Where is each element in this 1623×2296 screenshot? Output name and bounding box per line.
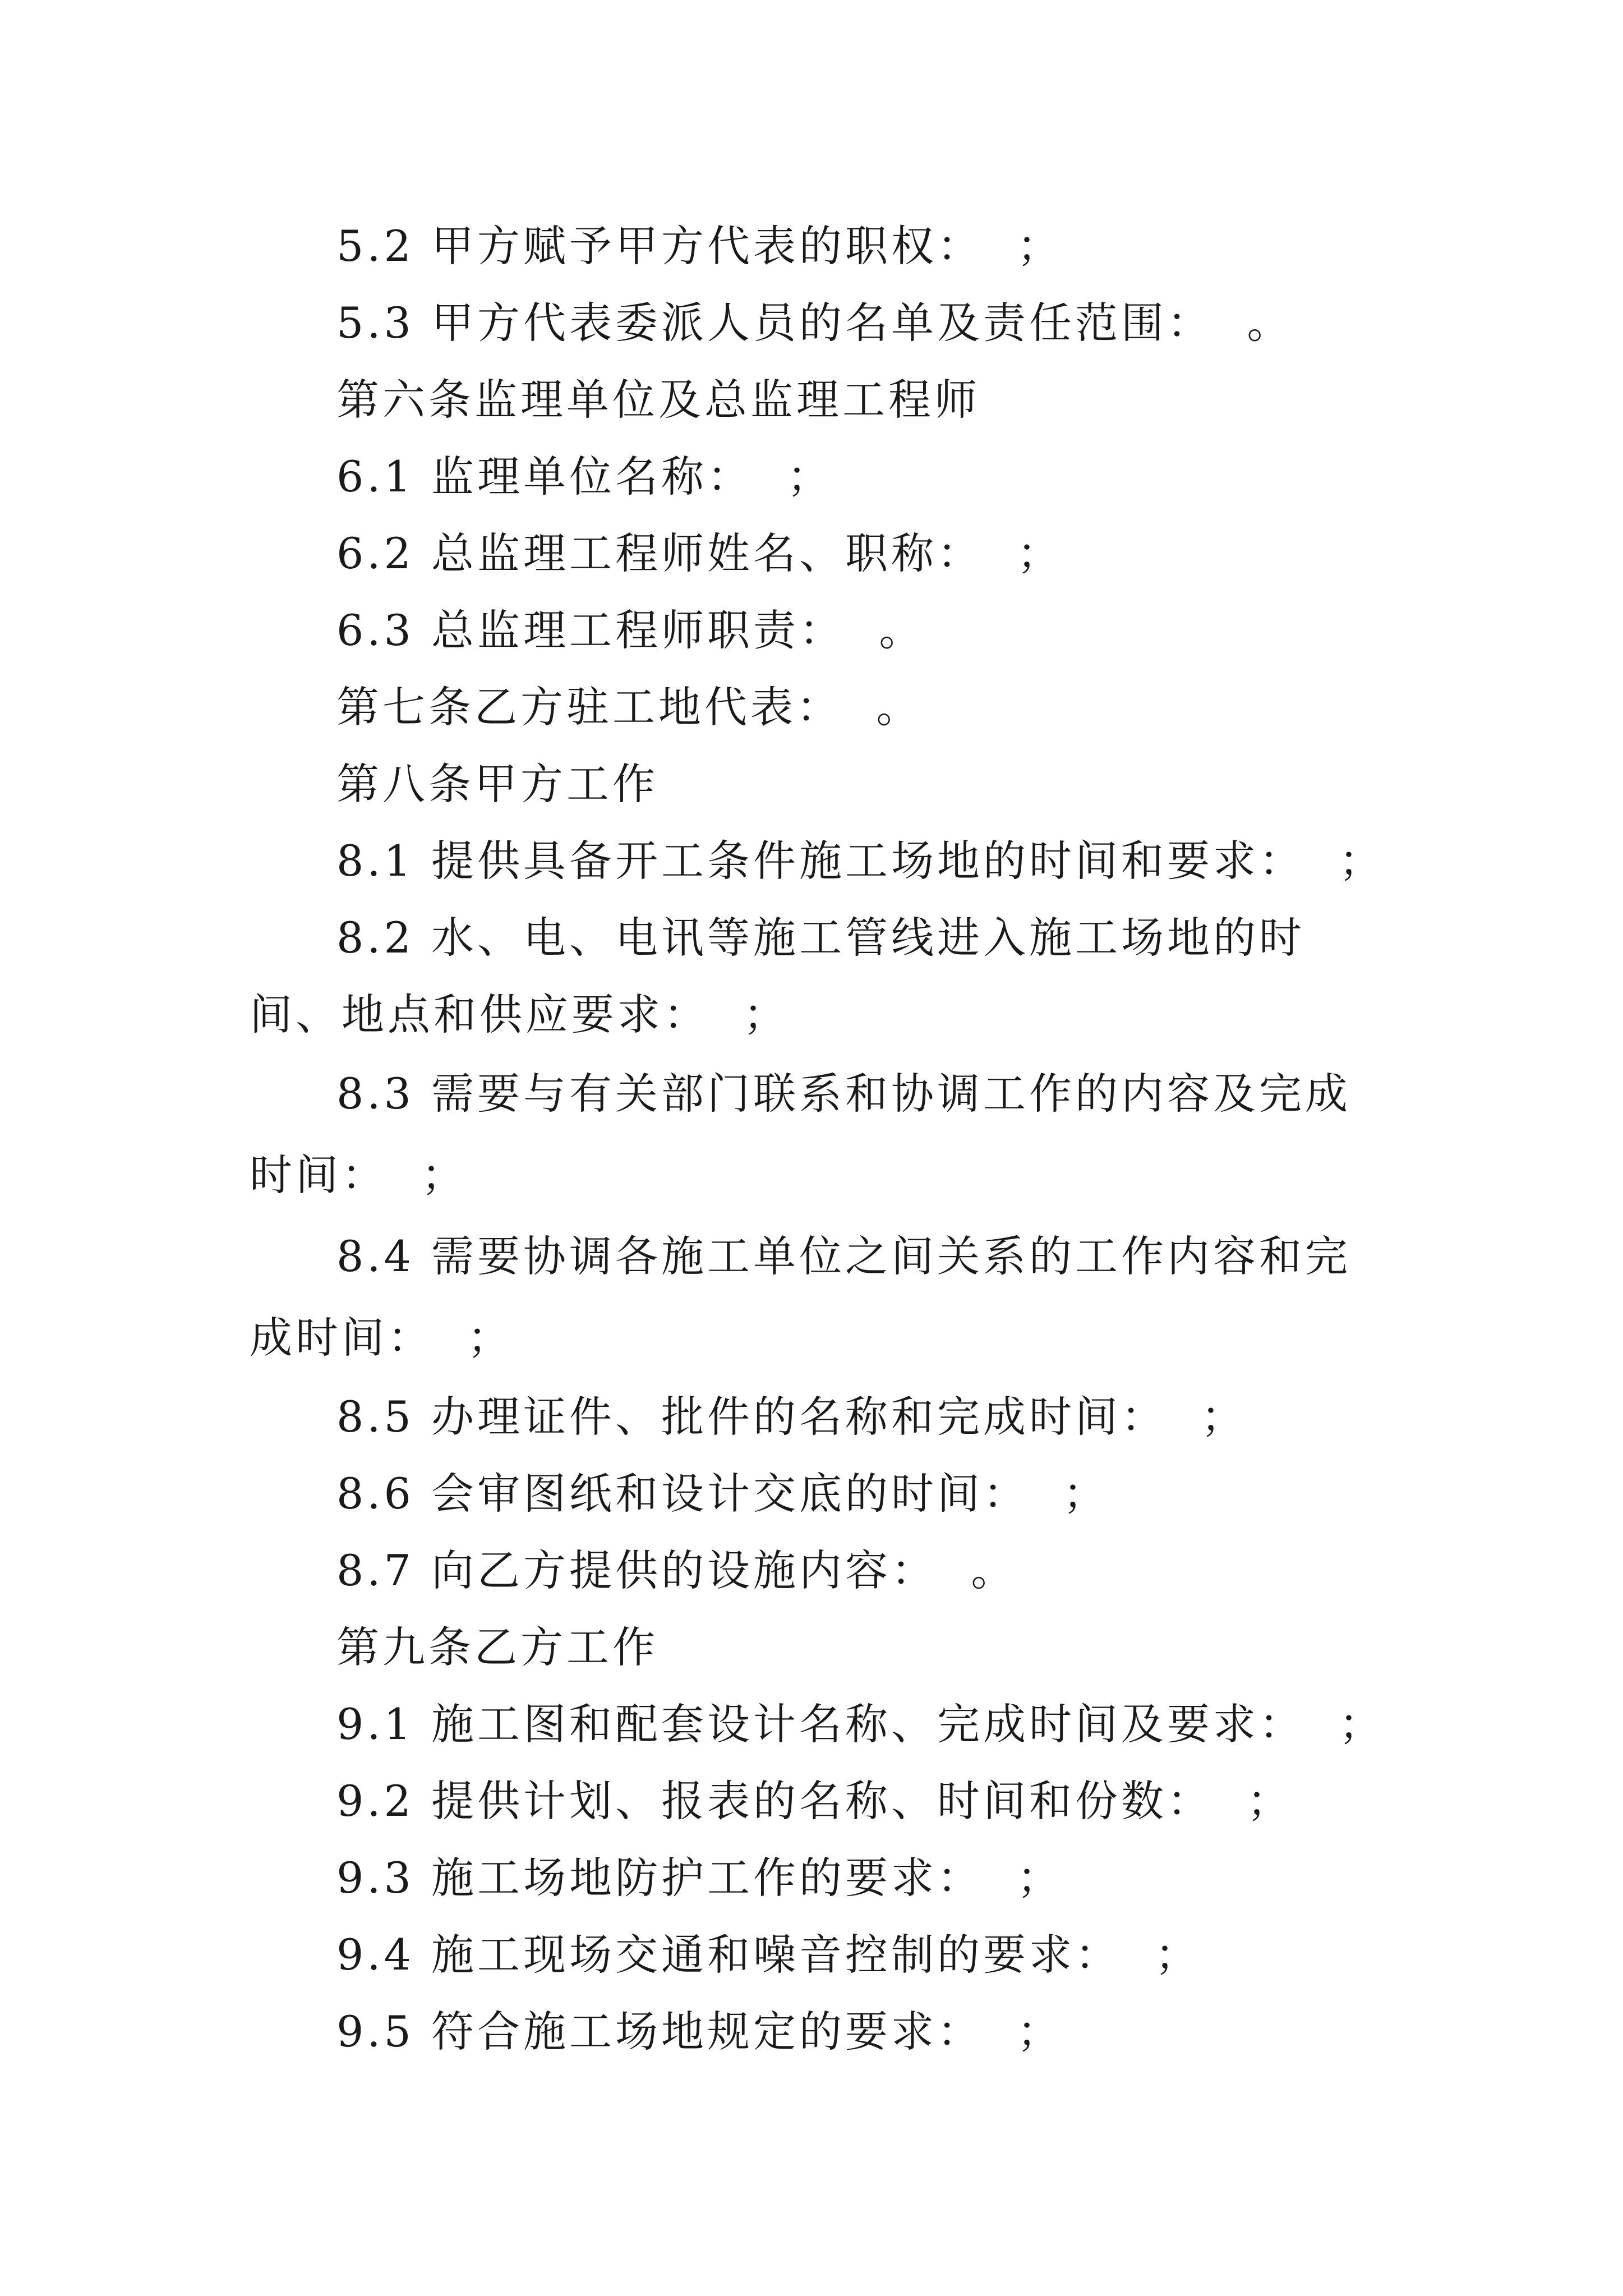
clause-8-7: 8.7 向乙方提供的设施内容： 。	[336, 1545, 1017, 1595]
document-body	[250, 208, 1388, 2070]
article-8-heading: 第八条甲方工作	[336, 759, 658, 809]
clause-6-2: 6.2 总监理工程师姓名、职称： ；	[336, 528, 1063, 578]
clause-9-4: 9.4 施工现场交通和噪音控制的要求： ；	[336, 1930, 1201, 1980]
clause-8-4: 8.4 需要协调各施工单位之间关系的工作内容和完成时间： ；	[250, 1231, 1352, 1363]
clause-8-3: 8.3 需要与有关部门联系和协调工作的内容及完成时间： ；	[250, 1069, 1352, 1200]
article-7-heading: 第七条乙方驻工地代表： 。	[336, 682, 923, 732]
clause-8-6: 8.6 会审图纸和设计交底的时间： ；	[336, 1469, 1109, 1519]
clause-8-1: 8.1 提供具备开工条件施工场地的时间和要求： ；	[336, 836, 1385, 886]
clause-9-1: 9.1 施工图和配套设计名称、完成时间及要求： ；	[336, 1699, 1385, 1749]
clause-9-2: 9.2 提供计划、报表的名称、时间和份数： ；	[336, 1776, 1293, 1826]
clause-8-2: 8.2 水、电、电讯等施工管线进入施工场地的时间、地点和供应要求： ；	[250, 913, 1306, 1039]
clause-6-3: 6.3 总监理工程师职责： 。	[336, 605, 925, 655]
clause-5-2: 5.2 甲方赋予甲方代表的职权： ；	[336, 221, 1063, 271]
clause-5-3: 5.3 甲方代表委派人员的名单及责任范围： 。	[336, 298, 1293, 348]
clause-9-5: 9.5 符合施工场地规定的要求： ；	[336, 2007, 1063, 2056]
clause-9-3: 9.3 施工场地防护工作的要求： ；	[336, 1853, 1063, 1903]
article-6-heading: 第六条监理单位及总监理工程师	[336, 375, 980, 425]
article-9-heading: 第九条乙方工作	[336, 1622, 658, 1672]
clause-6-1: 6.1 监理单位名称： ；	[336, 452, 833, 501]
clause-8-5: 8.5 办理证件、批件的名称和完成时间： ；	[336, 1392, 1247, 1442]
